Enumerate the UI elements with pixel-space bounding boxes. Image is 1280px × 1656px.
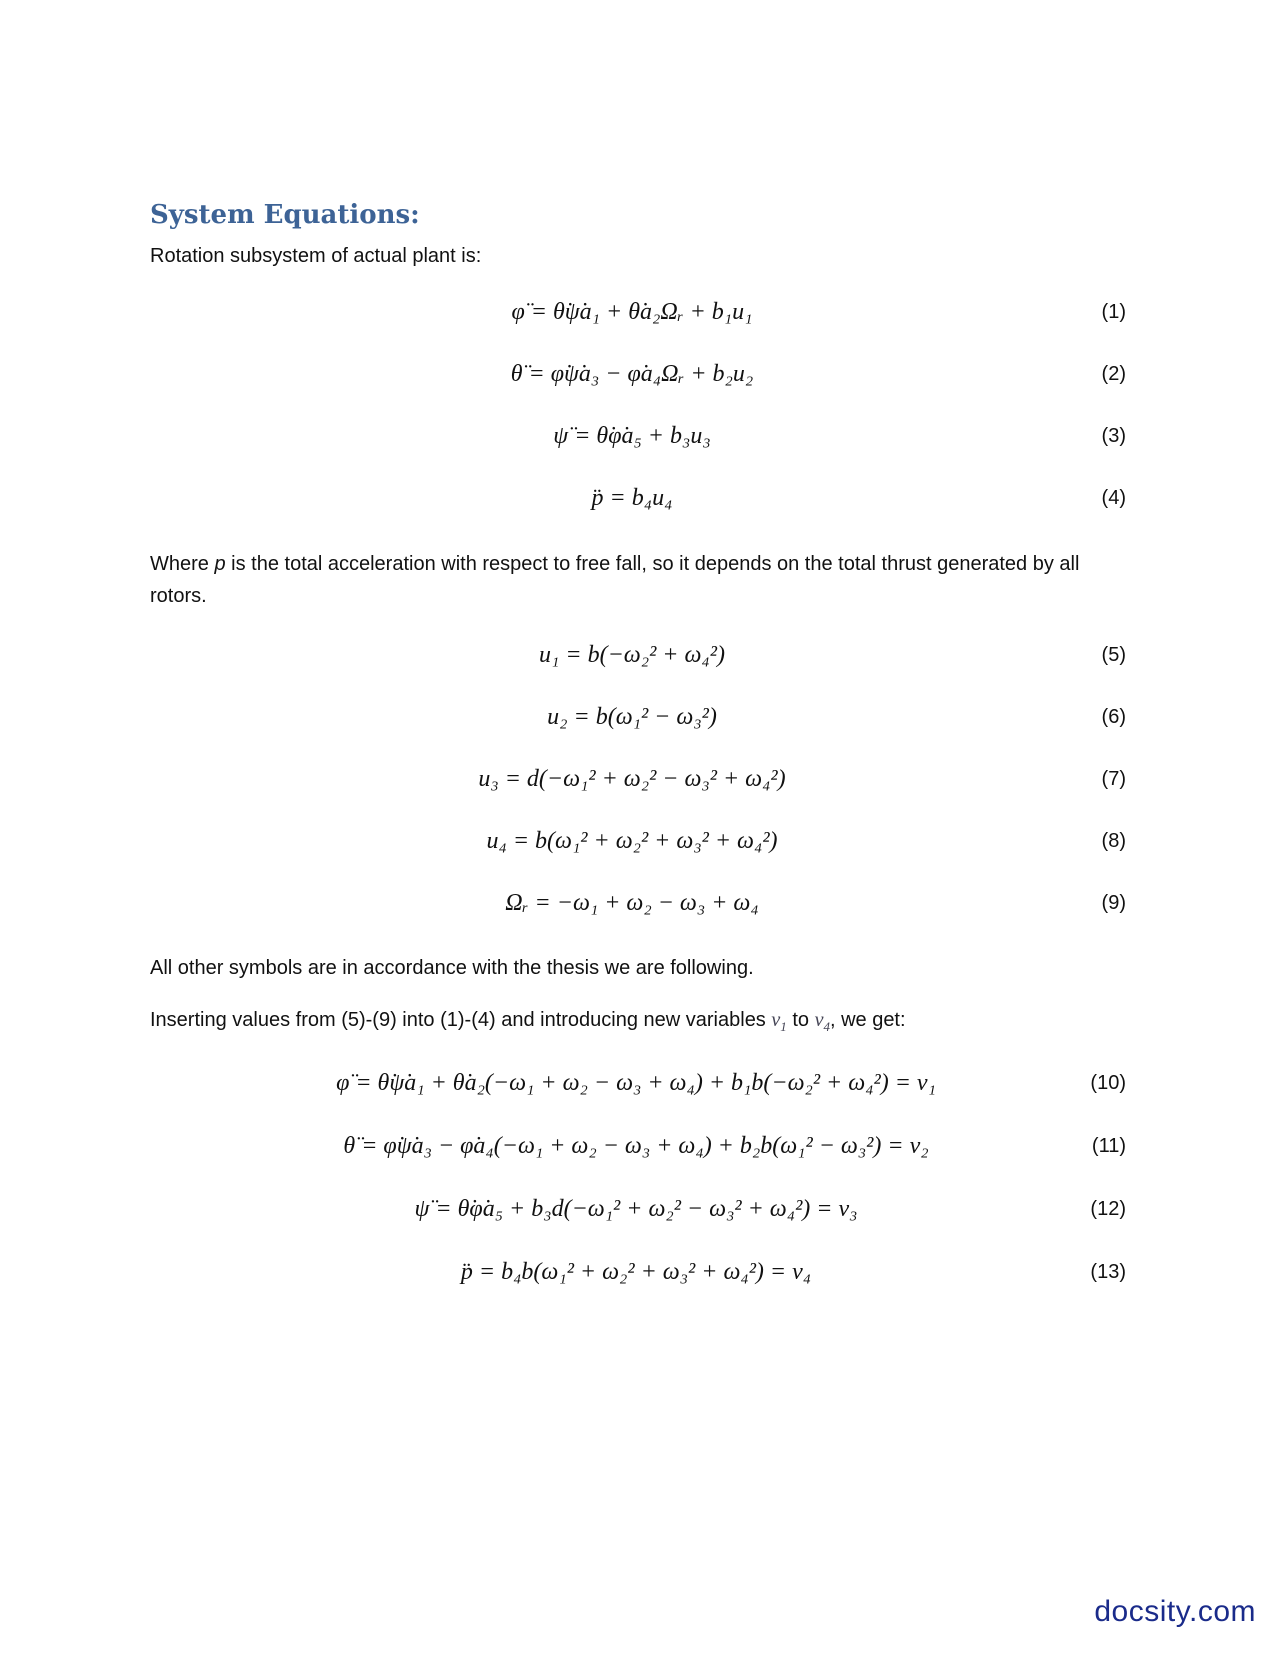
- equation-8: [0, 821, 1280, 861]
- equation-number: (9): [1101, 892, 1126, 914]
- equation-5: [0, 635, 1280, 675]
- equation-10: [0, 1063, 1280, 1103]
- equation-expression: φ̈ = θ̇ψ̇a₁ + θ̇a₂(−ω₁ + ω₂ − ω₃ + ω₄) + b₁b(−ω₂² + ω₄²) = v₁: [336, 1070, 936, 1096]
- intro-text: Rotation subsystem of actual plant is:: [150, 245, 482, 267]
- equation-4: [0, 478, 1280, 518]
- inserting-text-after: , we get:: [829, 1009, 906, 1031]
- equation-number: (4): [1101, 487, 1126, 509]
- variable-p: p: [214, 553, 226, 575]
- equation-3: [0, 416, 1280, 456]
- equation-expression: u₄ = b(ω₁² + ω₂² + ω₃² + ω₄²): [486, 828, 778, 854]
- equation-number: (8): [1101, 830, 1126, 852]
- equation-number: (7): [1101, 768, 1126, 790]
- where-text-after: is the total acceleration with respect to free fall, so it depends on the total thrust generated by all rotors.: [150, 553, 1080, 607]
- equation-expression: θ̈ = φ̇ψ̇a₃ − φ̇a₄(−ω₁ + ω₂ − ω₃ + ω₄) + b₂b(ω₁² − ω₃²) = v₂: [343, 1133, 929, 1159]
- variable-v1: $v_1$: [771, 1009, 787, 1034]
- equation-number: (5): [1101, 644, 1126, 666]
- inserting-text-before: Inserting values from (5)-(9) into (1)-(4) and introducing new variables: [150, 1009, 772, 1031]
- equation-number: (13): [1090, 1261, 1126, 1283]
- symbols-note: All other symbols are in accordance with the thesis we are following.: [150, 957, 754, 979]
- equation-13: [0, 1252, 1280, 1292]
- equation-number: (2): [1101, 363, 1126, 385]
- equation-2: [0, 354, 1280, 394]
- equation-12: [0, 1189, 1280, 1229]
- where-paragraph: [150, 548, 1140, 612]
- inserting-text-middle: to: [786, 1009, 815, 1031]
- equation-expression: φ̈ = θ̇ψ̇a₁ + θ̇a₂Ωᵣ + b₁u₁: [511, 299, 753, 325]
- where-text-before: Where: [150, 553, 215, 575]
- equation-expression: θ̈ = φ̇ψ̇a₃ − φ̇a₄Ωᵣ + b₂u₂: [510, 361, 754, 387]
- equation-number: (12): [1090, 1198, 1126, 1220]
- inserting-paragraph: [150, 1004, 1140, 1043]
- equation-expression: ψ̈ = θ̇φ̇a₅ + b₃u₃: [553, 423, 711, 449]
- equation-number: (1): [1101, 301, 1126, 323]
- equation-6: [0, 697, 1280, 737]
- equation-number: (10): [1090, 1072, 1126, 1094]
- docsity-watermark-logo[interactable]: docsity.com: [1094, 1595, 1256, 1628]
- equation-expression: u₁ = b(−ω₂² + ω₄²): [539, 642, 725, 668]
- equation-11: [0, 1126, 1280, 1166]
- equation-7: [0, 759, 1280, 799]
- equation-expression: ψ̈ = θ̇φ̇a₅ + b₃d(−ω₁² + ω₂² − ω₃² + ω₄²) = v₃: [414, 1196, 858, 1222]
- equation-expression: Ωᵣ = −ω₁ + ω₂ − ω₃ + ω₄: [505, 890, 759, 916]
- equation-expression: p̈ = b₄b(ω₁² + ω₂² + ω₃² + ω₄²) = v₄: [460, 1259, 812, 1285]
- variable-v4: $v_4$: [814, 1009, 830, 1034]
- equation-expression: u₃ = d(−ω₁² + ω₂² − ω₃² + ω₄²): [478, 766, 786, 792]
- equation-number: (3): [1101, 425, 1126, 447]
- equation-number: (11): [1091, 1135, 1126, 1157]
- section-heading: System Equations:: [150, 200, 420, 230]
- equation-9: [0, 883, 1280, 923]
- equation-expression: p̈ = b₄u₄: [591, 485, 673, 511]
- equation-1: [0, 292, 1280, 332]
- equation-expression: u₂ = b(ω₁² − ω₃²): [547, 704, 717, 730]
- equation-number: (6): [1101, 706, 1126, 728]
